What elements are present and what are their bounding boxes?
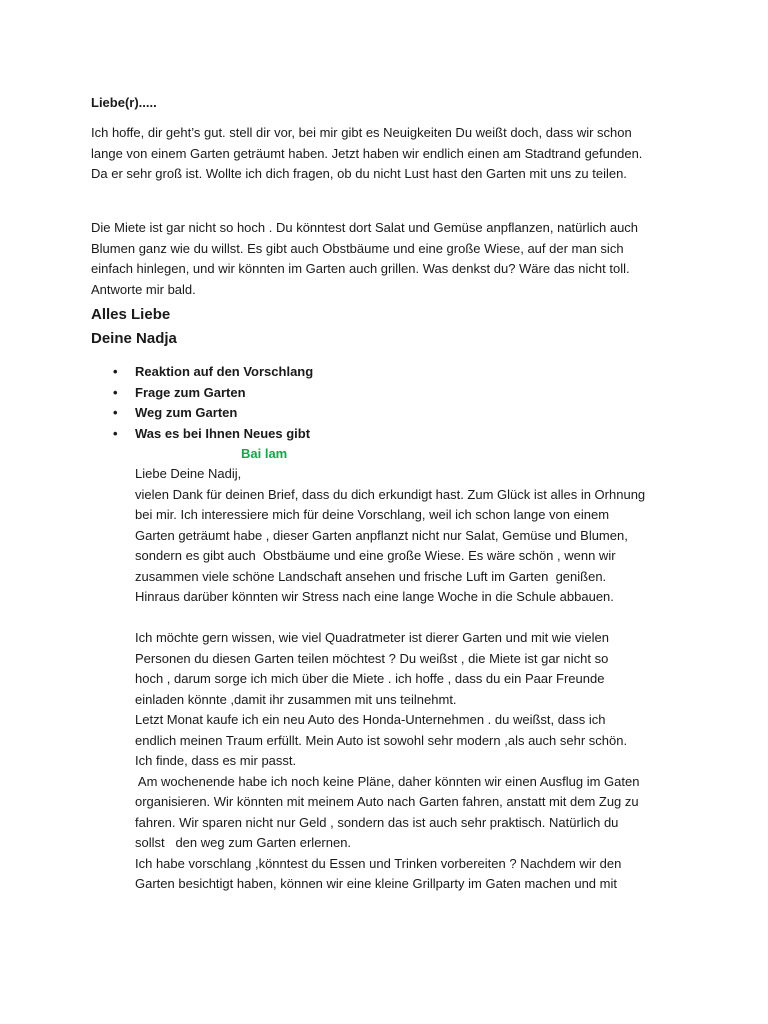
text-line: vielen Dank für deinen Brief, dass du dich erkundigt hast. Zum Glück ist alles in Orhnung <box>135 486 646 502</box>
text-line: hoch , darum sorge ich mich über die Miete . ich hoffe , dass du ein Paar Freunde <box>135 671 605 686</box>
task-label: Frage zum Garten <box>135 384 246 400</box>
text-line: Garten besichtigt haben, können wir eine kleine Grillparty im Gaten machen und mit <box>135 876 617 891</box>
text-line: Hinraus darüber könnten wir Stress nach eine lange Woche in die Schule abbauen. <box>135 589 614 604</box>
text-line: Blumen ganz wie du willst. Es gibt auch Obstbäume und eine große Wiese, auf der man sich <box>91 240 624 256</box>
text-line: Letzt Monat kaufe ich ein neu Auto des Honda-Unternehmen . du weißst, dass ich <box>135 712 606 727</box>
text-line: fahren. Wir sparen nicht nur Geld , sondern das ist auch sehr praktisch. Natürlich du <box>135 814 619 830</box>
bullet-icon: • <box>113 384 118 400</box>
text-line: Ich finde, dass es mir passt. <box>135 753 297 768</box>
text-line: endlich meinen Traum erfüllt. Mein Auto ist sowohl sehr modern ,als auch sehr schön. <box>135 732 628 748</box>
letter-paragraph-1 <box>91 123 691 185</box>
letter-signature: Deine Nadja <box>91 330 177 347</box>
text-line: Am wochenende habe ich noch keine Pläne, daher könnten wir einen Ausflug im Gaten <box>135 773 640 789</box>
task-list <box>113 362 313 444</box>
text-line: Ich möchte gern wissen, wie viel Quadratmeter ist dierer Garten und mit wie vielen <box>135 630 609 645</box>
text-line: organisieren. Wir könnten mit meinem Auto nach Garten fahren, anstatt mit dem Zug zu <box>135 794 639 809</box>
bullet-icon: • <box>113 425 118 441</box>
text-line: Personen du diesen Garten teilen möchtest ? Du weißst , die Miete ist gar nicht so <box>135 650 609 666</box>
task-item <box>113 424 313 445</box>
task-label: Was es bei Ihnen Neues gibt <box>135 425 311 441</box>
letter-closing: Alles Liebe <box>91 306 171 323</box>
text-line: Liebe Deine Nadij, <box>135 466 242 481</box>
task-label: Weg zum Garten <box>135 405 238 420</box>
text-line: Da er sehr groß ist. Wollte ich dich fragen, ob du nicht Lust hast den Garten mit uns zu teilen. <box>91 166 627 181</box>
paragraph-gap <box>135 608 695 629</box>
text-line: Ich habe vorschlang ,könntest du Essen und Trinken vorbereiten ? Nachdem wir den <box>135 855 622 871</box>
task-item <box>113 362 313 383</box>
text-line: sollst den weg zum Garten erlernen. <box>135 835 352 850</box>
task-item <box>113 383 313 404</box>
text-line: Die Miete ist gar nicht so hoch . Du könntest dort Salat und Gemüse anpflanzen, natürlich auch <box>91 220 639 235</box>
text-line: einladen könnte ,damit ihr zusammen mit uns teilnehmt. <box>135 691 457 707</box>
answer-text <box>135 464 695 895</box>
text-line: sondern es gibt auch Obstbäume und eine große Wiese. Es wäre schön , wenn wir <box>135 548 616 563</box>
text-line: Antworte mir bald. <box>91 281 196 297</box>
bullet-icon: • <box>113 364 118 379</box>
task-label: Reaktion auf den Vorschlang <box>135 364 314 379</box>
text-line: Garten geträumt habe , dieser Garten anpflanzt nicht nur Salat, Gemüse und Blumen, <box>135 527 628 543</box>
text-line: einfach hinlegen, und wir könnten im Garten auch grillen. Was denkst du? Wäre das nicht toll. <box>91 261 630 276</box>
text-line: Ich hoffe, dir geht’s gut. stell dir vor, bei mir gibt es Neuigkeiten Du weißt doch, dass wir schon <box>91 125 632 140</box>
bullet-icon: • <box>113 405 118 420</box>
letter-salutation: Liebe(r)..... <box>91 95 157 110</box>
text-line: bei mir. Ich interessiere mich für deine Vorschlang, weil ich schon lange von einem <box>135 507 610 522</box>
text-line: zusammen viele schöne Landschaft ansehen und frische Luft im Garten genißen. <box>135 568 607 584</box>
letter-paragraph-2 <box>91 218 691 300</box>
answer-author-label: Bai lam <box>241 446 288 461</box>
text-line: lange von einem Garten geträumt haben. Jetzt haben wir endlich einen am Stadtrand gefunden. <box>91 145 643 161</box>
task-item <box>113 403 313 424</box>
